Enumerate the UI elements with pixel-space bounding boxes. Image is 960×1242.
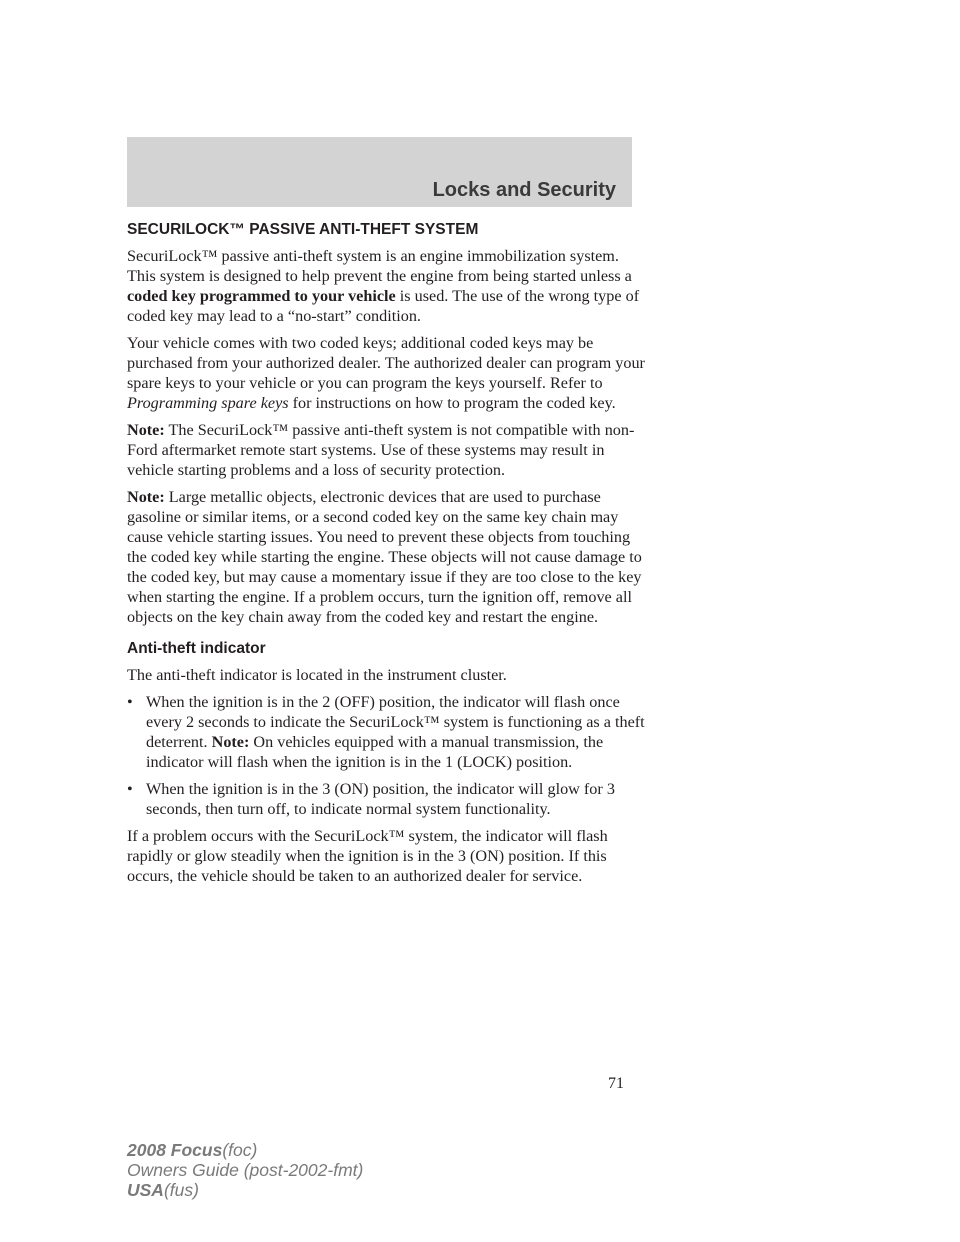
list-item: • When the ignition is in the 2 (OFF) position, the indicator will flash once every 2 seconds to indicate the SecuriLock™ system is functioning as a theft deterrent. Note: On vehicles equipped with a manual transmission, the indicator will flash when the ignition is in the 1 (LOCK) position. — [127, 693, 645, 771]
note-label: Note: — [127, 421, 165, 439]
header-band — [127, 137, 632, 207]
bold-phrase: coded key programmed to your vehicle — [127, 287, 396, 305]
footer-region: USA(fus) — [127, 1180, 199, 1200]
note-metallic-objects: Note: Large metallic objects, electronic devices that are used to purchase gasoline or similar items, or a second coded key on the same key chain may cause vehicle starting issues. You need to prevent these objects from touching the coded key while starting the engine. These objects will not cause damage to the coded key, but may cause a momentary issue if they are too close to the key when starting the engine. If a problem occurs, turn the ignition off, remove all objects on the key chain away from the coded key and restart the engine. — [127, 488, 642, 626]
section-title: Locks and Security — [432, 179, 616, 201]
footer-model: 2008 Focus(foc) — [127, 1140, 258, 1160]
bullet-icon: • — [127, 780, 133, 798]
page-number: 71 — [608, 1075, 624, 1092]
paragraph-intro: SecuriLock™ passive anti-theft system is an engine immobilization system. This system is designed to help prevent the engine from being started unless a coded key programmed to your vehicle is used. The use of the wrong type of coded key may lead to a “no-start” condition. — [127, 247, 640, 325]
page-content — [127, 220, 647, 893]
paragraph-closing: If a problem occurs with the SecuriLock™ system, the indicator will flash rapidly or glow steadily when the ignition is in the 3 (ON) position. If this occurs, the vehicle should be taken to an authorized dealer for service. — [127, 827, 608, 885]
cross-reference: Programming spare keys — [127, 394, 289, 412]
note-label: Note: — [211, 733, 250, 751]
note-remote-start: Note: The SecuriLock™ passive anti-theft system is not compatible with non-Ford aftermarket remote start systems. Use of these systems may result in vehicle starting problems and a loss of security protection. — [127, 421, 635, 479]
footer-guide: Owners Guide (post-2002-fmt) — [127, 1160, 364, 1180]
note-label: Note: — [127, 488, 165, 506]
list-item: • When the ignition is in the 3 (ON) position, the indicator will glow for 3 seconds, then turn off, to indicate normal system functionality. — [127, 780, 615, 818]
paragraph-keys: Your vehicle comes with two coded keys; additional coded keys may be purchased from your authorized dealer. The authorized dealer can program your spare keys to your vehicle or you can program the keys yourself. Refer to Programming spare keys for instructions on how to program the coded key. — [127, 334, 645, 412]
indicator-heading: Anti-theft indicator — [127, 640, 266, 657]
indicator-intro: The anti-theft indicator is located in the instrument cluster. — [127, 666, 507, 684]
footer — [127, 1140, 363, 1200]
bullet-icon: • — [127, 693, 133, 711]
section-heading: SECURILOCK™ PASSIVE ANTI-THEFT SYSTEM — [127, 221, 479, 238]
